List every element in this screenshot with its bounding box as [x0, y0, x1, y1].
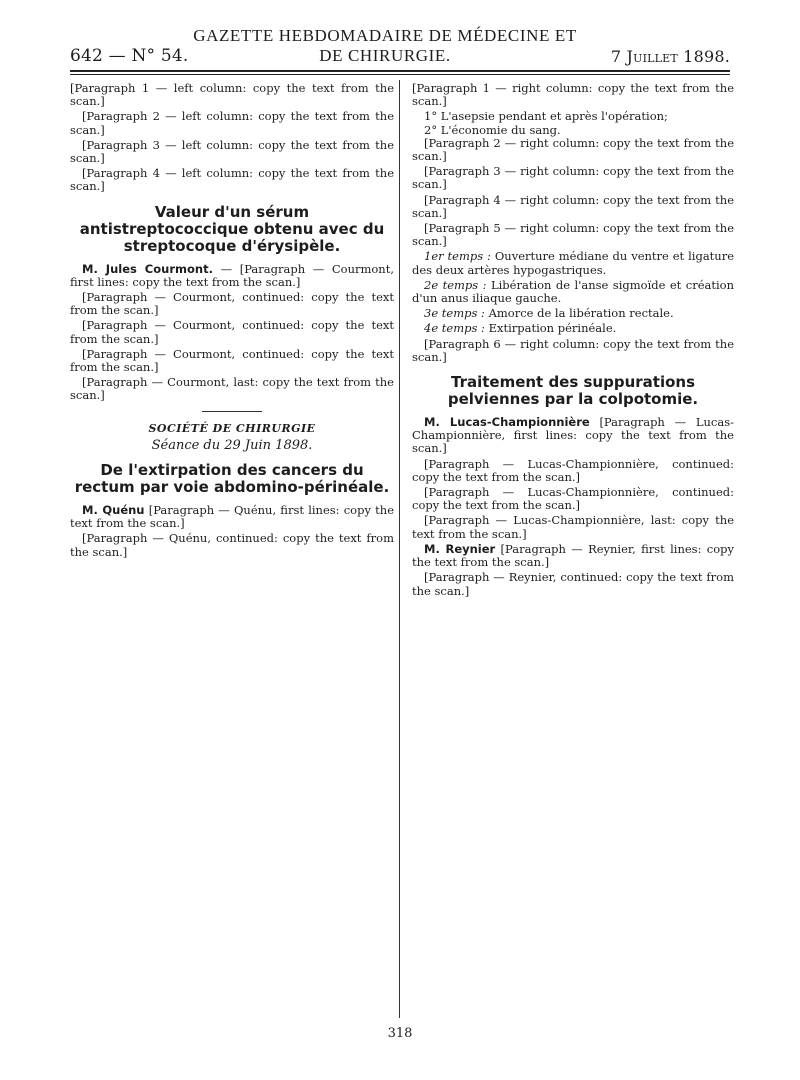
paragraph: [Paragraph — Courmont, last: copy the text from the scan.]	[70, 375, 394, 403]
step-label: 3e temps :	[424, 306, 485, 321]
right-column	[412, 82, 734, 600]
society-heading: SOCIÉTÉ DE CHIRURGIE	[148, 421, 316, 435]
paragraph: [Paragraph — Lucas-Championnière, last: copy the text from the scan.]	[412, 513, 734, 541]
step-text: Libération de l'anse sigmoïde et création d'un anus iliaque gauche.	[412, 277, 734, 306]
step-text: Amorce de la libération rectale.	[488, 306, 674, 321]
list-item	[412, 250, 734, 276]
paragraph: [Paragraph — Reynier, continued: copy the text from the scan.]	[412, 570, 734, 598]
paragraph	[70, 504, 394, 530]
paragraph-text: [Paragraph — Quénu, first lines: copy the text from the scan.]	[70, 503, 394, 531]
paragraph: [Paragraph — Courmont, continued: copy the text from the scan.]	[70, 290, 394, 318]
list-item: 1° L'asepsie pendant et après l'opération;	[424, 109, 668, 124]
step-label: 2e temps :	[424, 277, 487, 292]
list-item: 2° L'économie du sang.	[424, 122, 561, 137]
paragraph: [Paragraph 4 — right column: copy the text from the scan.]	[412, 192, 734, 220]
header-rule-thin	[70, 74, 730, 75]
paragraph: [Paragraph — Courmont, continued: copy the text from the scan.]	[70, 346, 394, 375]
paragraph-text: [Paragraph — Lucas-Championnière, first lines: copy the text from the scan.]	[412, 415, 734, 456]
paragraph	[412, 543, 734, 569]
running-header	[70, 26, 730, 66]
speaker-name: M. Lucas-Championnière	[424, 415, 590, 430]
list-item	[412, 322, 734, 335]
section-heading-serum: Valeur d'un sérum antistreptococcique obtenu avec du streptocoque d'érysipèle.	[79, 202, 385, 255]
speaker-name: M. Jules Courmont.	[82, 261, 213, 276]
left-column	[70, 82, 394, 561]
section-heading-suppurations: Traitement des suppurations pelviennes par la colpotomie.	[447, 373, 699, 409]
list-item	[412, 279, 734, 305]
section-heading-rectum: De l'extirpation des cancers du rectum par voie abdomino-périnéale.	[74, 461, 390, 497]
header-journal-title: GAZETTE HEBDOMADAIRE DE MÉDECINE ET DE CHIRURGIE.	[193, 26, 577, 65]
paragraph: [Paragraph — Quénu, continued: copy the text from the scan.]	[70, 531, 394, 559]
paragraph: [Paragraph 3 — right column: copy the text from the scan.]	[412, 164, 734, 192]
paragraph-text: [Paragraph — Reynier, first lines: copy the text from the scan.]	[412, 541, 734, 570]
paragraph: [Paragraph 3 — left column: copy the text from the scan.]	[70, 137, 394, 166]
step-label: 4e temps :	[424, 321, 485, 336]
step-label: 1er temps :	[424, 249, 491, 264]
paragraph	[412, 416, 734, 456]
speaker-name: M. Quénu	[82, 503, 145, 518]
speaker-name: M. Reynier	[424, 541, 496, 556]
paragraph: [Paragraph — Courmont, continued: copy the text from the scan.]	[70, 318, 394, 346]
paragraph: [Paragraph — Lucas-Championnière, continued: copy the text from the scan.]	[412, 485, 734, 513]
list-item	[412, 307, 734, 320]
page-number: 318	[387, 1026, 413, 1041]
section-divider	[202, 411, 262, 412]
header-date: 7 Juillet 1898.	[610, 47, 730, 66]
header-rule	[70, 70, 730, 72]
paragraph-text: [Paragraph — Courmont, first lines: copy the text from the scan.]	[70, 261, 394, 289]
session-date: Séance du 29 Juin 1898.	[151, 437, 313, 453]
step-text: Ouverture médiane du ventre et ligature des deux artères hypogastriques.	[412, 249, 735, 277]
paragraph: [Paragraph 2 — right column: copy the text from the scan.]	[412, 135, 734, 164]
paragraph: [Paragraph 2 — left column: copy the text from the scan.]	[70, 109, 394, 137]
column-divider	[399, 80, 400, 1018]
step-text: Extirpation périnéale.	[488, 321, 617, 336]
paragraph: [Paragraph 5 — right column: copy the text from the scan.]	[412, 221, 734, 249]
paragraph: [Paragraph 4 — left column: copy the text from the scan.]	[70, 166, 394, 194]
paragraph: [Paragraph 1 — left column: copy the text from the scan.]	[70, 81, 394, 109]
header-page-ref: 642 — N° 54.	[70, 46, 189, 66]
paragraph: [Paragraph 1 — right column: copy the text from the scan.]	[412, 81, 734, 109]
paragraph: [Paragraph 6 — right column: copy the text from the scan.]	[412, 336, 734, 364]
paragraph: M. Jules Courmont. — [Paragraph — Courmont, first lines: copy the text from the scan.]	[70, 261, 394, 289]
paragraph: [Paragraph — Lucas-Championnière, continued: copy the text from the scan.]	[412, 456, 734, 484]
